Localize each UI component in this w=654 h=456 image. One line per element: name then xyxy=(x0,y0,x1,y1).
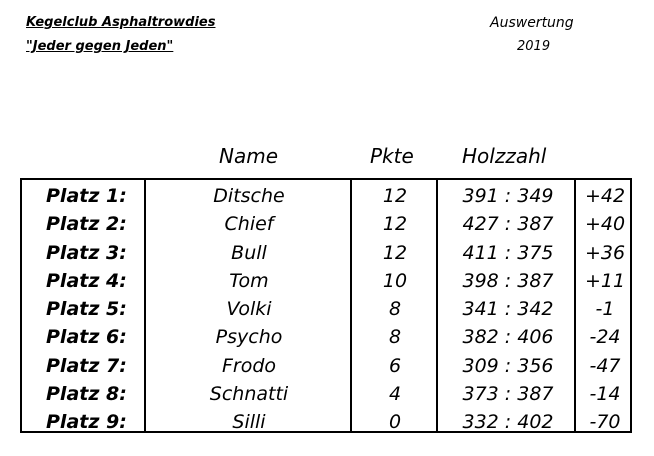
player-name-cell: Frodo xyxy=(221,354,277,377)
difference-cell: +40 xyxy=(584,213,626,236)
club-name: Kegelclub Asphaltrowdies xyxy=(26,15,216,30)
place-cell: Platz 4: xyxy=(46,269,127,292)
pins-cell: 309 : 356 xyxy=(462,354,554,377)
points-cell: 4 xyxy=(388,383,402,406)
table-row xyxy=(22,239,630,267)
difference-cell: -70 xyxy=(589,411,621,434)
table-row xyxy=(22,352,630,380)
difference-cell: -14 xyxy=(589,383,621,406)
column-header-pins: Holzzahl xyxy=(462,144,547,168)
pins-cell: 391 : 349 xyxy=(462,185,554,207)
place-cell: Platz 5: xyxy=(46,298,127,321)
pins-cell: 427 : 387 xyxy=(462,213,554,236)
table-row xyxy=(22,408,630,436)
points-cell: 10 xyxy=(382,269,408,292)
player-name-cell: Schnatti xyxy=(209,383,289,406)
player-name-cell: Psycho xyxy=(215,326,283,349)
points-cell: 6 xyxy=(388,354,402,377)
place-cell: Platz 2: xyxy=(46,213,127,236)
table-row xyxy=(22,380,630,408)
pins-cell: 341 : 342 xyxy=(462,298,554,321)
player-name-cell: Tom xyxy=(229,269,269,292)
pins-cell: 382 : 406 xyxy=(462,326,554,349)
column-header-points: Pkte xyxy=(370,144,414,168)
pins-cell: 332 : 402 xyxy=(462,411,554,434)
place-cell: Platz 6: xyxy=(46,326,127,349)
player-name-cell: Silli xyxy=(232,411,266,434)
difference-cell: +11 xyxy=(584,269,626,292)
table-row xyxy=(22,267,630,295)
results-table xyxy=(20,178,632,433)
points-cell: 8 xyxy=(388,298,402,321)
player-name-cell: Chief xyxy=(224,213,274,236)
table-row xyxy=(22,182,630,210)
pins-cell: 411 : 375 xyxy=(462,241,554,264)
place-cell: Platz 9: xyxy=(46,411,127,434)
points-cell: 0 xyxy=(388,411,402,434)
club-motto: "Jeder gegen Jeden" xyxy=(26,39,174,54)
difference-cell: -24 xyxy=(589,326,621,349)
table-row xyxy=(22,295,630,323)
table-row xyxy=(22,210,630,238)
difference-cell: +42 xyxy=(584,185,626,207)
table-row xyxy=(22,323,630,351)
results-rows xyxy=(22,182,630,437)
points-cell: 8 xyxy=(388,326,402,349)
column-header-name: Name xyxy=(219,144,279,168)
place-cell: Platz 8: xyxy=(46,383,127,406)
evaluation-year: 2019 xyxy=(517,39,551,54)
points-cell: 12 xyxy=(382,213,408,236)
place-cell: Platz 7: xyxy=(46,354,127,377)
pins-cell: 373 : 387 xyxy=(462,383,554,406)
difference-cell: -1 xyxy=(595,298,615,321)
pins-cell: 398 : 387 xyxy=(462,269,554,292)
difference-cell: -47 xyxy=(589,354,621,377)
points-cell: 12 xyxy=(382,241,408,264)
evaluation-title: Auswertung xyxy=(490,15,574,31)
points-cell: 12 xyxy=(382,185,408,207)
difference-cell: +36 xyxy=(584,241,626,264)
player-name-cell: Volki xyxy=(226,298,272,321)
place-cell: Platz 1: xyxy=(46,185,127,207)
player-name-cell: Ditsche xyxy=(213,185,285,207)
place-cell: Platz 3: xyxy=(46,241,127,264)
player-name-cell: Bull xyxy=(231,241,267,264)
